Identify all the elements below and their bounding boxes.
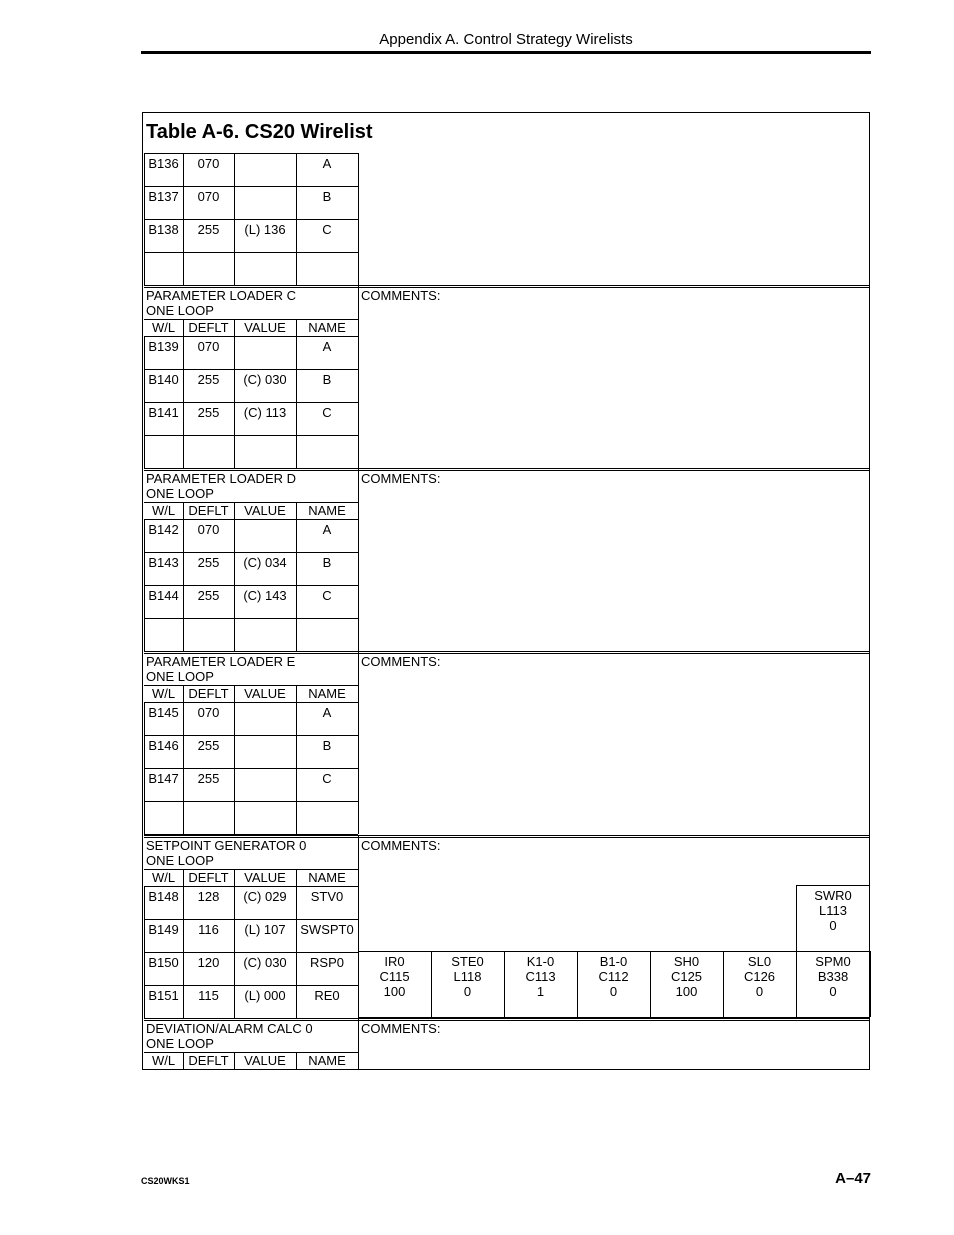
bottom-box-line: 1 <box>536 984 545 999</box>
column-header: NAME <box>308 503 346 518</box>
footer-page-number: A–47 <box>835 1170 871 1187</box>
row-rule <box>144 435 358 436</box>
column-rule <box>234 153 235 285</box>
name-cell: RE0 <box>314 988 340 1003</box>
comments-label: COMMENTS: <box>361 838 441 853</box>
name-cell: C <box>322 771 332 786</box>
row-rule <box>144 153 358 154</box>
column-rule <box>144 153 145 285</box>
wl-cell: B140 <box>148 372 179 387</box>
name-cell: RSP0 <box>310 955 344 970</box>
default-cell: 255 <box>197 771 220 786</box>
wl-cell: B145 <box>148 705 179 720</box>
wl-cell: B138 <box>148 222 179 237</box>
box-rule <box>796 885 870 886</box>
column-rule <box>358 336 359 468</box>
header-rule <box>141 51 871 54</box>
default-cell: 070 <box>197 189 220 204</box>
column-rule <box>358 1018 359 1069</box>
section-rule <box>144 651 870 652</box>
column-header: NAME <box>308 1053 346 1068</box>
bottom-box-line: 0 <box>755 984 764 999</box>
wl-cell: B141 <box>148 405 179 420</box>
default-cell: 120 <box>197 955 220 970</box>
row-rule <box>144 552 358 553</box>
bottom-box-line: SL0 <box>747 954 772 969</box>
column-rule <box>296 519 297 651</box>
bottom-box-line: C125 <box>670 969 703 984</box>
column-rule <box>183 702 184 834</box>
section-title: PARAMETER LOADER D <box>146 471 297 486</box>
column-header: W/L <box>151 686 176 701</box>
swr-box-line: SWR0 <box>814 888 852 903</box>
row-rule <box>144 369 358 370</box>
default-cell: 255 <box>197 372 220 387</box>
name-cell: C <box>322 588 332 603</box>
swr-box-line: L113 <box>819 903 847 918</box>
name-cell: STV0 <box>310 889 344 904</box>
row-rule <box>144 252 358 253</box>
bottom-box-line: 0 <box>463 984 472 999</box>
wl-cell: B150 <box>148 955 179 970</box>
section-rule <box>144 468 870 469</box>
column-rule <box>234 702 235 834</box>
name-cell: A <box>322 339 332 354</box>
bottom-box-line: C126 <box>743 969 776 984</box>
name-cell: C <box>322 405 332 420</box>
value-cell: (L) 136 <box>244 222 286 237</box>
value-cell: (C) 030 <box>243 955 287 970</box>
name-cell: SWSPT0 <box>300 922 354 937</box>
section-rule <box>144 285 870 286</box>
section-title: PARAMETER LOADER E <box>146 654 296 669</box>
column-rule <box>358 702 359 834</box>
bottom-box-line: K1-0 <box>526 954 555 969</box>
default-cell: 116 <box>198 922 219 937</box>
row-rule <box>144 735 358 736</box>
name-cell: A <box>322 156 332 171</box>
row-rule <box>144 801 358 802</box>
box-rule <box>358 951 870 952</box>
bottom-box-line: STE0 <box>451 954 484 969</box>
name-cell: B <box>322 189 332 204</box>
wl-cell: B142 <box>148 522 179 537</box>
column-rule <box>234 519 235 651</box>
column-header: DEFLT <box>188 503 229 518</box>
column-header: VALUE <box>244 1053 286 1068</box>
row-rule <box>144 768 358 769</box>
default-cell: 115 <box>198 988 219 1003</box>
column-rule <box>183 336 184 468</box>
column-header: VALUE <box>244 870 286 885</box>
comments-label: COMMENTS: <box>361 1021 441 1036</box>
row-rule <box>144 952 358 953</box>
column-rule <box>358 153 359 285</box>
row-rule <box>144 519 358 520</box>
column-header: W/L <box>151 320 176 335</box>
wl-cell: B144 <box>148 588 179 603</box>
section-subtitle: ONE LOOP <box>146 669 214 684</box>
running-header: Appendix A. Control Strategy Wirelists <box>379 31 633 48</box>
bottom-box-line: C113 <box>525 969 556 984</box>
wl-cell: B149 <box>148 922 179 937</box>
row-rule <box>144 886 358 887</box>
row-rule <box>144 1069 358 1070</box>
bottom-box-line: 0 <box>829 984 837 999</box>
column-rule <box>144 702 145 834</box>
wl-cell: B148 <box>148 889 179 904</box>
section-subtitle: ONE LOOP <box>146 303 214 318</box>
column-rule <box>296 702 297 834</box>
default-cell: 255 <box>197 405 220 420</box>
name-cell: A <box>322 522 332 537</box>
column-header: NAME <box>308 686 346 701</box>
default-cell: 255 <box>197 222 220 237</box>
wl-cell: B143 <box>148 555 179 570</box>
bottom-box-line: B1-0 <box>599 954 628 969</box>
row-rule <box>144 186 358 187</box>
value-cell: (C) 034 <box>243 555 287 570</box>
column-rule <box>183 519 184 651</box>
value-cell: (L) 107 <box>244 922 286 937</box>
bottom-box-line: SPM0 <box>815 954 851 969</box>
bottom-box-line: 100 <box>383 984 406 999</box>
column-header: W/L <box>151 503 176 518</box>
section-subtitle: ONE LOOP <box>146 853 214 868</box>
bottom-box-line: C115 <box>379 969 410 984</box>
comments-label: COMMENTS: <box>361 654 441 669</box>
value-cell: (C) 030 <box>243 372 287 387</box>
column-rule <box>358 651 359 702</box>
bottom-box-line: C112 <box>598 969 629 984</box>
column-header: DEFLT <box>188 870 229 885</box>
section-rule <box>144 1018 870 1019</box>
row-rule <box>144 219 358 220</box>
value-cell: (C) 143 <box>243 588 287 603</box>
swr-box-line: 0 <box>829 918 837 933</box>
value-cell: (C) 113 <box>243 405 287 420</box>
column-rule <box>296 336 297 468</box>
default-cell: 255 <box>197 738 220 753</box>
column-header: NAME <box>308 870 346 885</box>
bottom-box-line: 0 <box>609 984 618 999</box>
row-rule <box>144 336 358 337</box>
name-cell: B <box>322 738 332 753</box>
wl-cell: B136 <box>148 156 179 171</box>
column-header: NAME <box>308 320 346 335</box>
comments-label: COMMENTS: <box>361 471 441 486</box>
box-rule <box>870 951 871 1017</box>
section-title: DEVIATION/ALARM CALC 0 <box>146 1021 313 1036</box>
row-rule <box>144 919 358 920</box>
default-cell: 128 <box>197 889 220 904</box>
comments-label: COMMENTS: <box>361 288 441 303</box>
default-cell: 255 <box>197 588 220 603</box>
wl-cell: B137 <box>148 189 179 204</box>
default-cell: 070 <box>197 705 220 720</box>
column-header: VALUE <box>244 320 286 335</box>
column-header: DEFLT <box>188 1053 229 1068</box>
section-title: PARAMETER LOADER C <box>146 288 297 303</box>
default-cell: 255 <box>197 555 220 570</box>
wl-cell: B146 <box>148 738 179 753</box>
column-rule <box>183 153 184 285</box>
section-rule <box>144 835 870 836</box>
column-header: DEFLT <box>188 686 229 701</box>
name-cell: C <box>322 222 332 237</box>
value-cell: (C) 029 <box>243 889 287 904</box>
section-subtitle: ONE LOOP <box>146 1036 214 1051</box>
column-rule <box>144 519 145 651</box>
bottom-box-line: IR0 <box>384 954 405 969</box>
column-header: W/L <box>151 870 176 885</box>
column-header: DEFLT <box>188 320 229 335</box>
name-cell: B <box>322 555 332 570</box>
column-rule <box>358 285 359 336</box>
column-rule <box>358 468 359 519</box>
default-cell: 070 <box>197 522 220 537</box>
section-title: SETPOINT GENERATOR 0 <box>146 838 307 853</box>
column-rule <box>234 336 235 468</box>
column-rule <box>358 835 359 886</box>
row-rule <box>144 618 358 619</box>
default-cell: 070 <box>197 156 220 171</box>
box-rule <box>358 1017 870 1018</box>
default-cell: 070 <box>197 339 220 354</box>
bottom-box-line: L118 <box>453 969 482 984</box>
name-cell: A <box>322 705 332 720</box>
bottom-box-line: 100 <box>675 984 698 999</box>
column-header: VALUE <box>244 686 286 701</box>
section-subtitle: ONE LOOP <box>146 486 214 501</box>
wl-cell: B139 <box>148 339 179 354</box>
wl-cell: B151 <box>148 988 179 1003</box>
column-rule <box>144 336 145 468</box>
bottom-box-line: B338 <box>817 969 849 984</box>
column-rule <box>296 153 297 285</box>
table-title: Table A-6. CS20 Wirelist <box>146 121 373 143</box>
row-rule <box>144 585 358 586</box>
column-header: VALUE <box>244 503 286 518</box>
wl-cell: B147 <box>148 771 179 786</box>
bottom-box-line: SH0 <box>673 954 700 969</box>
value-cell: (L) 000 <box>244 988 286 1003</box>
row-rule <box>144 985 358 986</box>
column-header: W/L <box>151 1053 176 1068</box>
column-rule <box>358 519 359 651</box>
row-rule <box>144 702 358 703</box>
footer-doc-code: CS20WKS1 <box>141 1176 190 1186</box>
name-cell: B <box>322 372 332 387</box>
row-rule <box>144 402 358 403</box>
